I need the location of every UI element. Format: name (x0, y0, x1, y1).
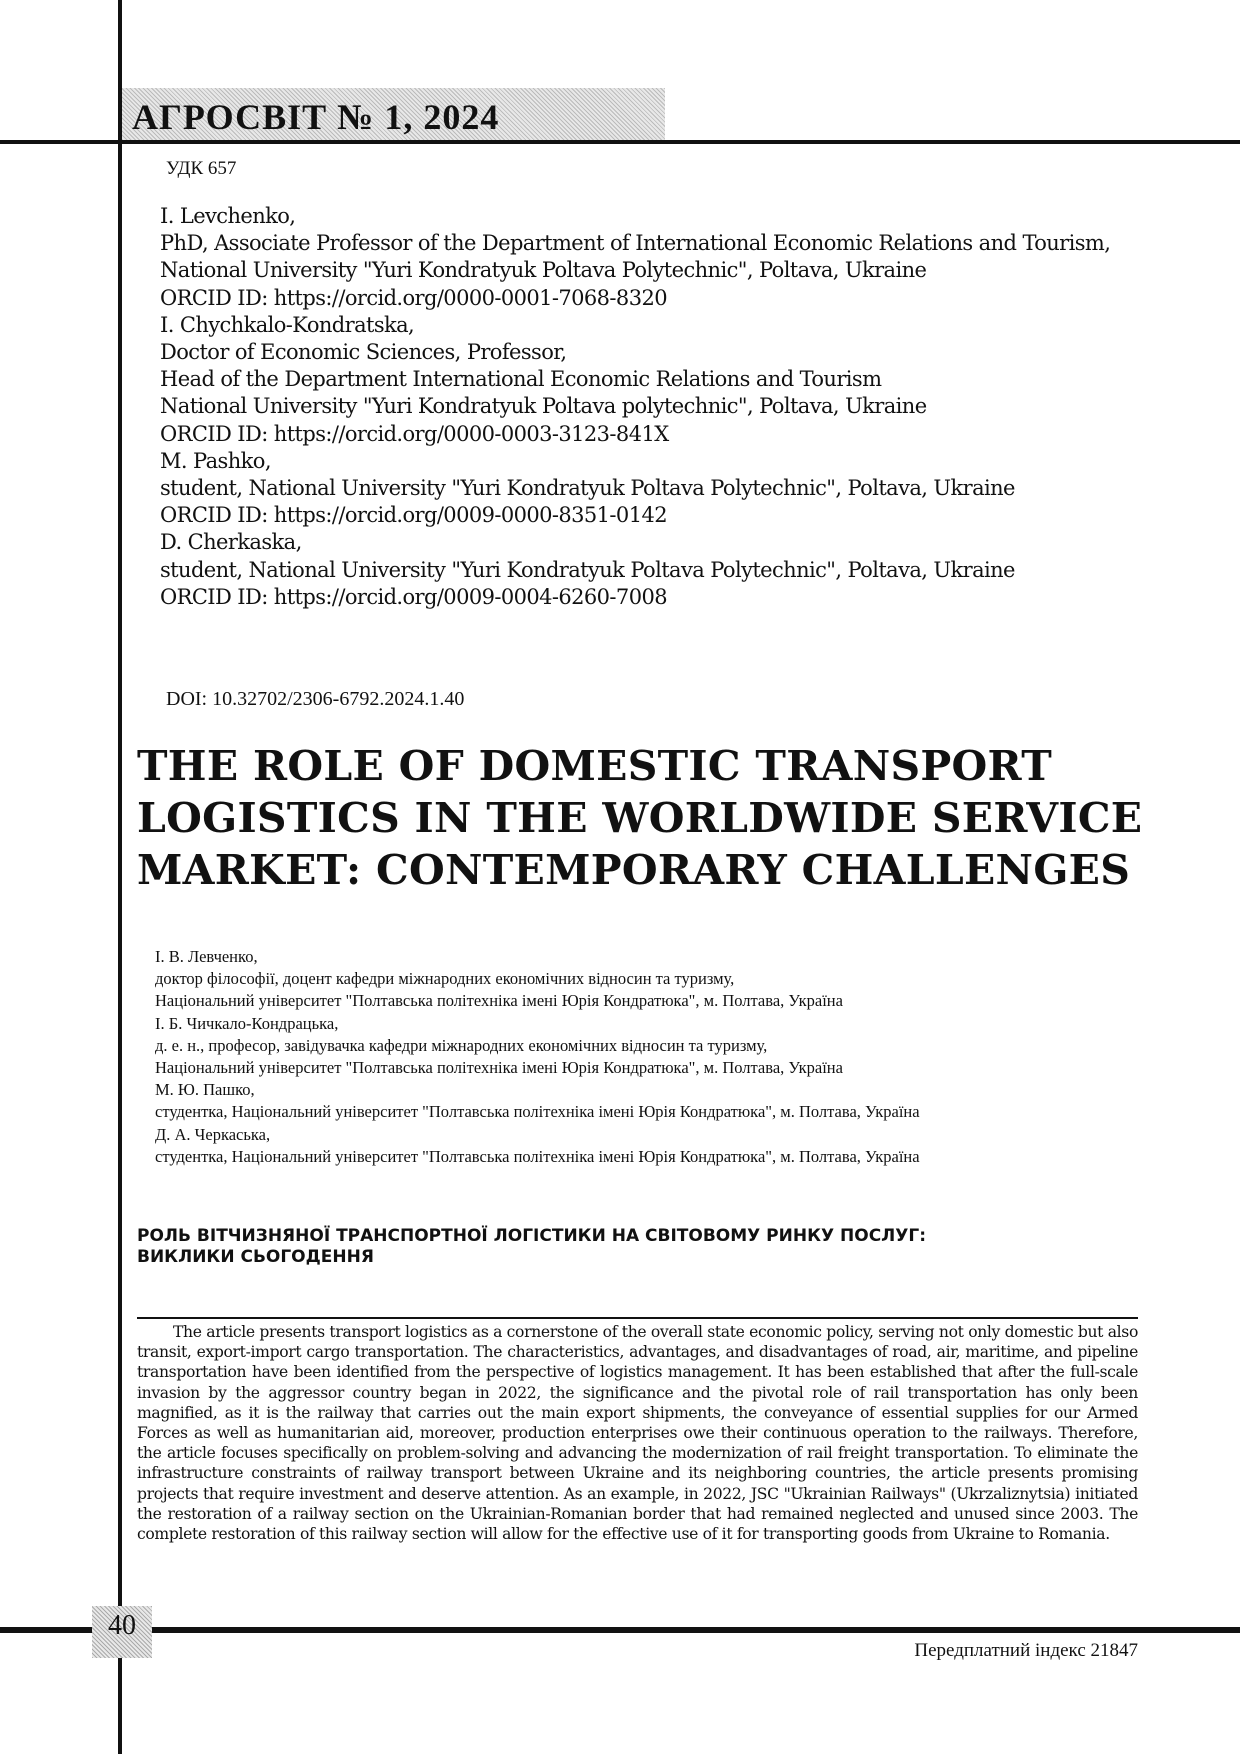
author-line: student, National University "Yuri Kondratyuk Poltava Polytechnic", Poltava, Ukraine (160, 476, 1015, 501)
author-line: I. Levchenko, (160, 204, 296, 228)
author-ua-line: доктор філософії, доцент кафедри міжнародних економічних відносин та туризму, (155, 969, 735, 989)
author-line: student, National University "Yuri Kondratyuk Poltava Polytechnic", Poltava, Ukraine (160, 557, 1015, 582)
author-line: ORCID ID: https://orcid.org/0009-0004-6260-7008 (160, 584, 667, 609)
author-line: D. Cherkaska, (160, 530, 302, 555)
authors-ua (155, 946, 920, 1168)
footer-rule (0, 1627, 1240, 1633)
author-ua-line: Національний університет "Полтавська політехніка імені Юрія Кондратюка", м. Полтава, Україна (155, 991, 843, 1011)
doi: DOI: 10.32702/2306-6792.2024.1.40 (166, 688, 465, 710)
author-ua-line: І. Б. Чичкало-Кондрацька, (155, 1013, 339, 1033)
udc-code: УДК 657 (166, 158, 237, 179)
authors-en (160, 203, 1110, 611)
abstract-rule (137, 1317, 1138, 1319)
author-line: ORCID ID: https://orcid.org/0009-0000-8351-0142 (160, 503, 667, 528)
header-rule (0, 140, 1240, 144)
title-line: LOGISTICS IN THE WORLDWIDE SERVICE (137, 794, 1143, 842)
author-line: National University "Yuri Kondratyuk Poltava Polytechnic", Poltava, Ukraine (160, 258, 927, 283)
article-title-ua (137, 1226, 926, 1268)
author-line: ORCID ID: https://orcid.org/0000-0001-7068-8320 (160, 285, 667, 310)
author-ua-line: студентка, Національний університет "Полтавська політехніка імені Юрія Кондратюка", м. Полтава, Україна (155, 1146, 920, 1166)
author-ua-line: Д. А. Черкаська, (155, 1124, 271, 1144)
author-line: Head of the Department International Economic Relations and Tourism (160, 367, 882, 392)
author-ua-line: студентка, Національний університет "Полтавська політехніка імені Юрія Кондратюка", м. Полтава, Україна (155, 1102, 920, 1122)
vertical-rule (118, 0, 122, 1754)
author-line: ORCID ID: https://orcid.org/0000-0003-3123-841X (160, 421, 669, 446)
title-line: THE ROLE OF DOMESTIC TRANSPORT (137, 742, 1053, 790)
article-title (137, 740, 1142, 896)
author-line: M. Pashko, (160, 448, 271, 473)
journal-title: АГРОСВІТ № 1, 2024 (132, 97, 500, 137)
author-ua-line: д. е. н., професор, завідувачка кафедри міжнародних економічних відносин та туризму, (155, 1035, 768, 1055)
page-number: 40 (108, 1610, 136, 1641)
author-ua-line: І. В. Левченко, (155, 947, 258, 966)
title-ua-line: РОЛЬ ВІТЧИЗНЯНОЇ ТРАНСПОРТНОЇ ЛОГІСТИКИ НА СВІТОВОМУ РИНКУ ПОСЛУГ: (137, 1226, 927, 1246)
title-ua-line: ВИКЛИКИ СЬОГОДЕННЯ (137, 1247, 374, 1267)
subscription-index: Передплатний індекс 21847 (914, 1640, 1138, 1661)
author-line: National University "Yuri Kondratyuk Poltava polytechnic", Poltava, Ukraine (160, 394, 927, 419)
title-line: MARKET: CONTEMPORARY CHALLENGES (137, 846, 1131, 894)
author-line: Doctor of Economic Sciences, Professor, (160, 340, 567, 365)
author-ua-line: Національний університет "Полтавська політехніка імені Юрія Кондратюка", м. Полтава, Україна (155, 1058, 843, 1078)
abstract: The article presents transport logistics as a cornerstone of the overall state economic policy, serving not only domestic but also transit, export-import cargo transportation. The characteristics, advantages, and disadvantages of road, air, maritime, and pipeline transportation have been identified from the perspective of logistics management. It has been established that after the full-scale invasion by the aggressor country began in 2022, the significance and the pivotal role of rail transportation has only been magnified, as it is the railway that carries out the main export shipments, the conveyance of essential supplies for our Armed Forces as well as humanitarian aid, moreover, production enterprises owe their continuous operation to the railways. Therefore, the article focuses specifically on problem-solving and advancing the modernization of rail freight transportation. To eliminate the infrastructure constraints of railway transport between Ukraine and its neighboring countries, the article presents promising projects that require investment and deserve attention. As an example, in 2022, JSC "Ukrainian Railways" (Ukrzaliznytsia) initiated the restoration of a railway section on the Ukrainian-Romanian border that had remained neglected and unused since 2003. The complete restoration of this railway section will allow for the effective use of it for transporting goods from Ukraine to Romania. (137, 1323, 1138, 1544)
author-ua-line: М. Ю. Пашко, (155, 1080, 255, 1100)
author-line: PhD, Associate Professor of the Department of International Economic Relations and Tourism, (160, 231, 1111, 256)
author-line: I. Chychkalo-Kondratska, (160, 312, 415, 337)
